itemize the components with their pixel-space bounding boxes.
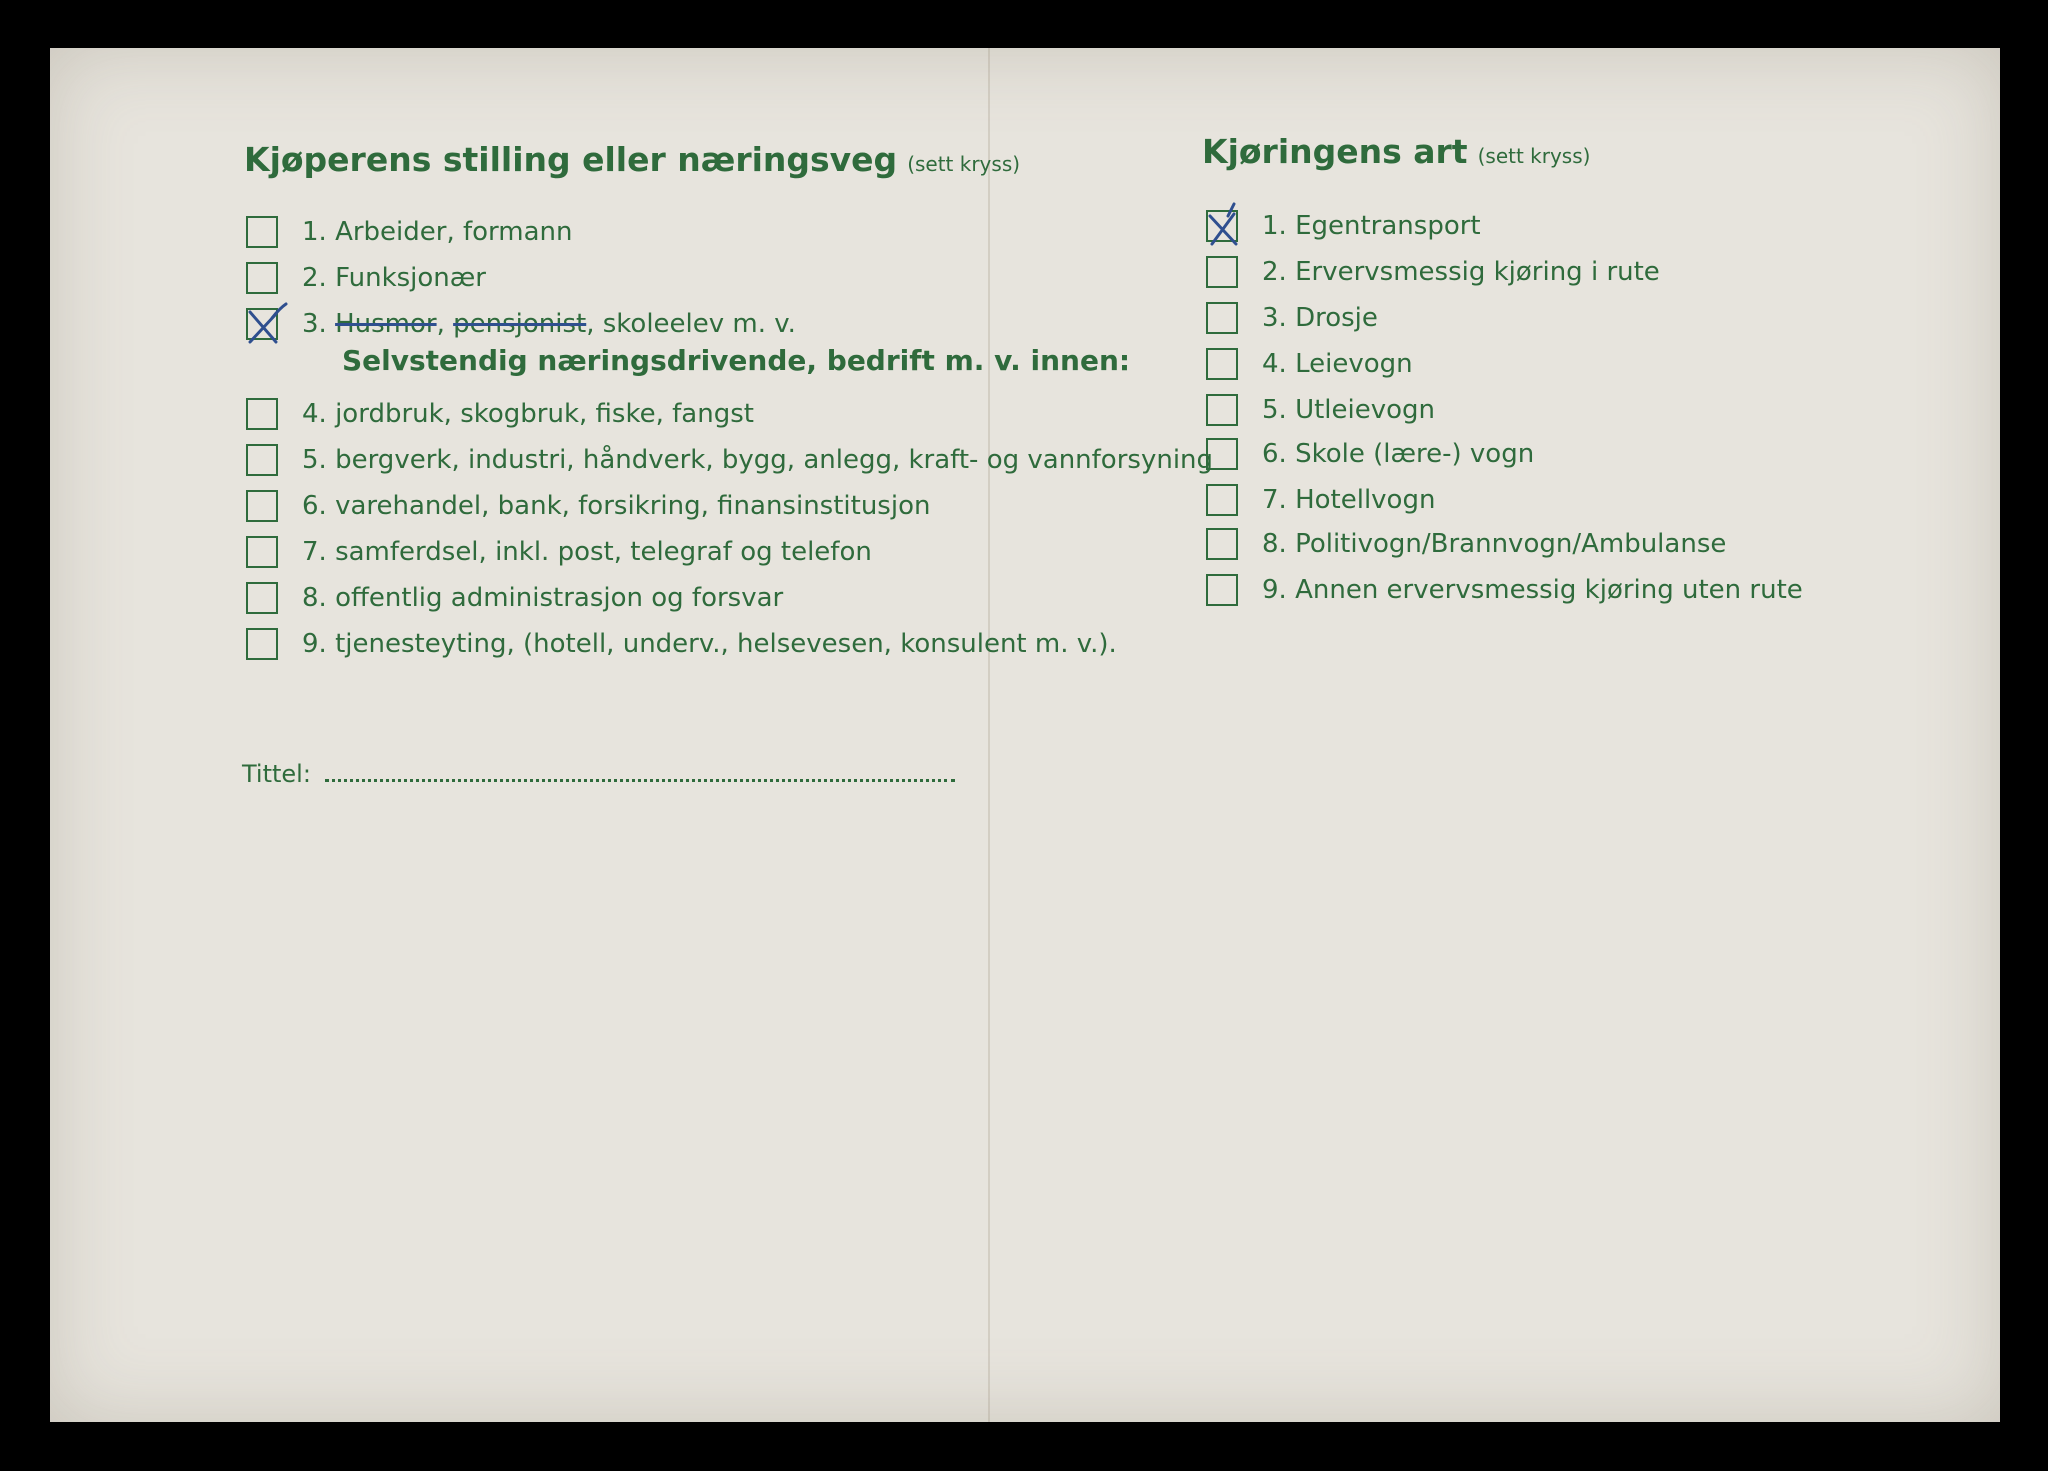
item-number: 1. (302, 217, 327, 247)
item-number: 3. (1262, 303, 1287, 333)
item-number: 9. (1262, 575, 1287, 605)
checkbox[interactable] (246, 216, 278, 248)
checkbox[interactable] (246, 444, 278, 476)
title-dotted-line[interactable] (325, 779, 955, 782)
item-number: 4. (302, 399, 327, 429)
right-option-8[interactable] (1206, 524, 1726, 564)
item-label: Arbeider, formann (335, 217, 573, 247)
item-number: 6. (302, 491, 327, 521)
title-label: Tittel: (242, 760, 311, 788)
checkbox[interactable] (1206, 574, 1238, 606)
item-number: 1. (1262, 211, 1287, 241)
left-option-7[interactable] (246, 532, 872, 572)
left-heading-note: (sett kryss) (907, 152, 1021, 176)
right-option-7[interactable] (1206, 480, 1435, 520)
left-option-2[interactable] (246, 258, 486, 298)
struck-word-2: pensjonist (453, 309, 587, 339)
item-number: 2. (302, 263, 327, 293)
checkbox[interactable] (1206, 256, 1238, 288)
item-number: 2. (1262, 257, 1287, 287)
checkbox[interactable] (1206, 394, 1238, 426)
item-label: tjenesteyting, (hotell, underv., helsevesen, konsulent m. v.). (335, 629, 1117, 659)
item-number: 8. (1262, 529, 1287, 559)
item-label: Ervervsmessig kjøring i rute (1295, 257, 1660, 287)
right-option-9[interactable] (1206, 570, 1803, 610)
checkbox[interactable] (246, 582, 278, 614)
item-label: Egentransport (1295, 211, 1481, 241)
item-number: 3. (302, 309, 327, 339)
item-number: 7. (302, 537, 327, 567)
item-number: 9. (302, 629, 327, 659)
checkbox-checked[interactable] (1206, 210, 1238, 242)
item-label: Skole (lære-) vogn (1295, 439, 1535, 469)
checkbox[interactable] (1206, 302, 1238, 334)
checkbox[interactable] (246, 628, 278, 660)
left-option-6[interactable] (246, 486, 930, 526)
item-label: Funksjonær (335, 263, 486, 293)
left-option-4[interactable] (246, 394, 754, 434)
item-label: varehandel, bank, forsikring, finansinstitusjon (335, 491, 931, 521)
left-option-1[interactable] (246, 212, 573, 252)
left-option-5[interactable] (246, 440, 1213, 480)
item-label: Annen ervervsmessig kjøring uten rute (1295, 575, 1803, 605)
right-option-3[interactable] (1206, 298, 1378, 338)
handwritten-x-icon (1202, 202, 1248, 250)
right-heading (1202, 132, 1590, 171)
left-option-8[interactable] (246, 578, 783, 618)
item-number: 7. (1262, 485, 1287, 515)
item-number: 8. (302, 583, 327, 613)
item-number: 5. (1262, 395, 1287, 425)
item-number: 4. (1262, 349, 1287, 379)
item-label: bergverk, industri, håndverk, bygg, anlegg, kraft- og vannforsyning (335, 445, 1214, 475)
item-label: Utleievogn (1295, 395, 1436, 425)
checkbox[interactable] (1206, 438, 1238, 470)
checkbox[interactable] (246, 536, 278, 568)
item-label: Leievogn (1295, 349, 1413, 379)
item-label: offentlig administrasjon og forsvar (335, 583, 784, 613)
checkbox[interactable] (1206, 348, 1238, 380)
item-label: Hotellvogn (1295, 485, 1436, 515)
right-option-1[interactable] (1206, 206, 1481, 246)
left-option-3[interactable] (246, 304, 796, 344)
checkbox[interactable] (246, 398, 278, 430)
left-subheading: Selvstendig næringsdrivende, bedrift m. v. innen: (342, 344, 1131, 377)
checkbox-checked[interactable] (246, 308, 278, 340)
right-heading-note: (sett kryss) (1477, 144, 1591, 168)
right-option-6[interactable] (1206, 434, 1534, 474)
checkbox[interactable] (246, 262, 278, 294)
item-label: , skoleelev m. v. (586, 309, 796, 339)
left-option-9[interactable] (246, 624, 1117, 664)
separator: , (436, 309, 454, 339)
item-label: samferdsel, inkl. post, telegraf og telefon (335, 537, 872, 567)
fold-crease (988, 48, 990, 1422)
item-label: Drosje (1295, 303, 1378, 333)
item-number: 6. (1262, 439, 1287, 469)
checkbox[interactable] (1206, 528, 1238, 560)
right-option-2[interactable] (1206, 252, 1660, 292)
left-heading (244, 140, 1020, 179)
form-sheet (50, 48, 2000, 1422)
checkbox[interactable] (1206, 484, 1238, 516)
item-label: jordbruk, skogbruk, fiske, fangst (335, 399, 754, 429)
item-number: 5. (302, 445, 327, 475)
title-field[interactable] (242, 760, 955, 788)
right-heading-text: Kjøringens art (1202, 132, 1468, 171)
left-heading-text: Kjøperens stilling eller næringsveg (244, 140, 898, 179)
right-option-4[interactable] (1206, 344, 1413, 384)
struck-word-1: Husmor (335, 309, 437, 339)
handwritten-x-icon (242, 300, 288, 348)
item-label: Politivogn/Brannvogn/Ambulanse (1295, 529, 1727, 559)
right-option-5[interactable] (1206, 390, 1435, 430)
checkbox[interactable] (246, 490, 278, 522)
